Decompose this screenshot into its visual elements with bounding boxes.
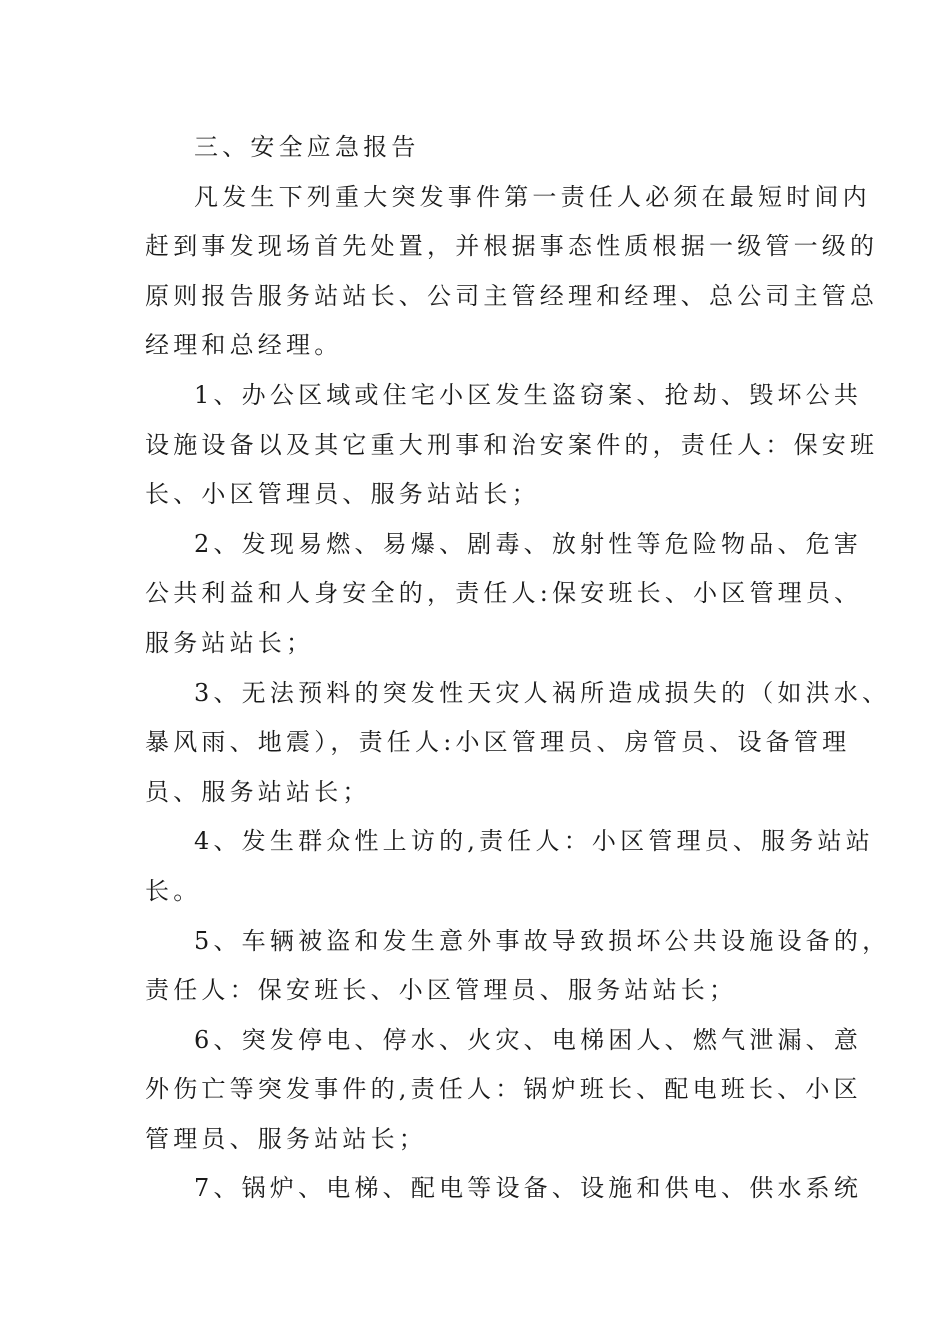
list-item-line: 管理员、服务站站长； [145,1124,427,1153]
list-item-line: 2、发现易燃、易爆、剧毒、放射性等危险物品、危害 [194,529,863,558]
list-item-line: 员、服务站站长； [145,777,371,806]
list-item-line: 6、突发停电、停水、火灾、电梯困人、燃气泄漏、意 [194,1025,863,1054]
list-item-line: 公共利益和人身安全的，责任人:保安班长、小区管理员、 [145,579,863,608]
list-item-line: 5、车辆被盗和发生意外事故导致损坏公共设施设备的， [194,926,891,955]
paragraph-line: 凡发生下列重大突发事件第一责任人必须在最短时间内 [194,182,871,211]
list-item-line: 长、小区管理员、服务站站长； [145,480,540,509]
list-item-line: 外伤亡等突发事件的,责任人：锅炉班长、配电班长、小区 [145,1075,862,1104]
paragraph-line: 原则报告服务站站长、公司主管经理和经理、总公司主管总 [145,281,879,310]
list-item-line: 暴风雨、地震），责任人:小区管理员、房管员、设备管理 [145,728,851,757]
section-heading: 三、安全应急报告 [194,133,420,161]
list-item-line: 4、发生群众性上访的,责任人：小区管理员、服务站站 [194,827,874,856]
list-item-line: 1、办公区域或住宅小区发生盗窃案、抢劫、毁坏公共 [194,380,863,409]
list-item-line: 长。 [145,876,202,905]
list-item-line: 7、锅炉、电梯、配电等设备、设施和供电、供水系统 [194,1174,863,1203]
paragraph-line: 赶到事发现场首先处置，并根据事态性质根据一级管一级的 [145,232,879,261]
document-page [145,123,891,1214]
paragraph-line: 经理和总经理。 [145,331,343,360]
list-item-line: 设施设备以及其它重大刑事和治安案件的，责任人：保安班 [145,430,879,459]
list-item-line: 责任人：保安班长、小区管理员、服务站站长； [145,976,738,1005]
list-item-line: 服务站站长； [145,628,315,657]
list-item-line: 3、无法预料的突发性天灾人祸所造成损失的（如洪水、 [194,678,891,707]
